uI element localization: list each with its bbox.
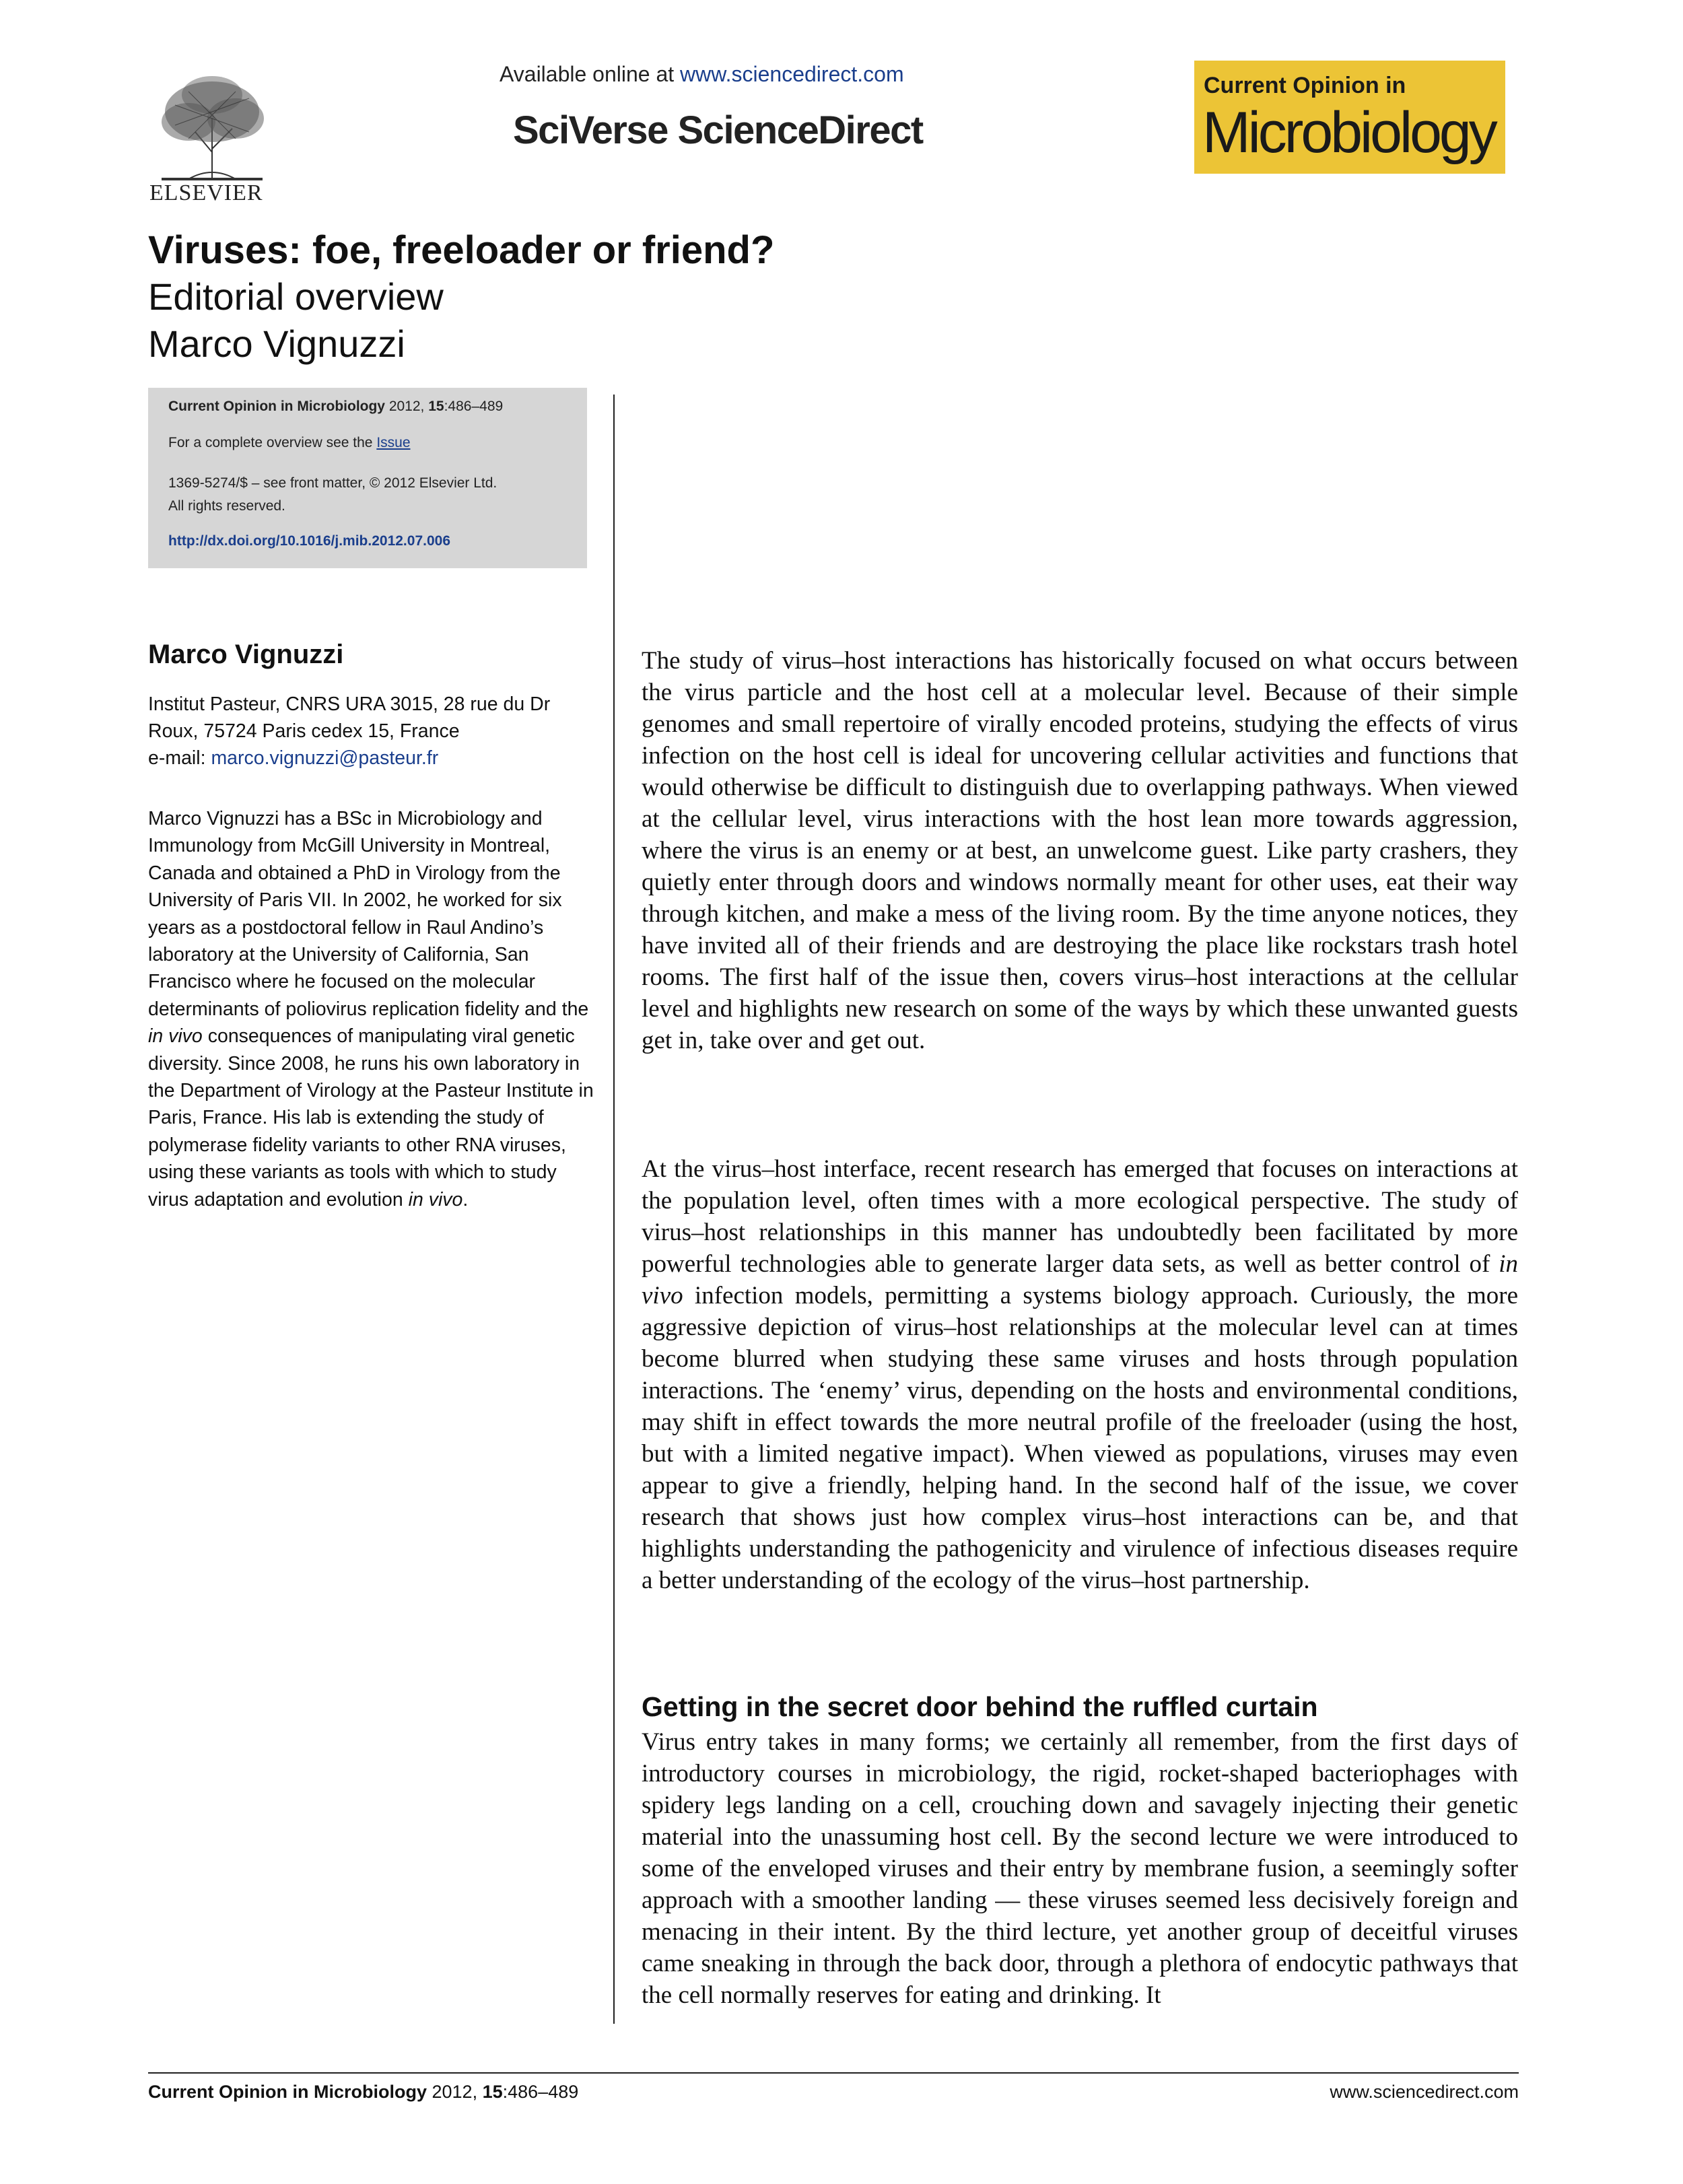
bio-text: . [462, 1188, 469, 1210]
author-email-link[interactable]: marco.vignuzzi@pasteur.fr [211, 747, 439, 769]
body-paragraph-1: The study of virus–host interactions has historically focused on what occurs between the virus particle and the host cell at a molecular level. Because of their simple genomes and small repertoire of virally encoded proteins, studying the effects of virus infection on the host cell is ideal for uncovering cellular activities and functions that would otherwise be difficult to distinguish due to overlapping pathways. When viewed at the cellular level, virus interactions with the host lean more towards aggression, where the virus is an enemy or at best, an unwelcome guest. Like party crashers, they quietly enter through doors and windows normally meant for other uses, eat their way through kitchen, and make a mess of the living room. By the time anyone notices, they have invited all of their friends and are destroying the place like rockstars trash hotel rooms. The first half of the issue then, covers virus–host interactions at the cellular level and highlights new research on some of the ways by which these unwanted guests get in, take over and get out. [642, 647, 1518, 1054]
journal-logo-line1: Current Opinion in [1204, 73, 1406, 98]
paragraph-italic: in vivo [642, 1250, 1518, 1309]
sciverse-sciencedirect-logo: SciVerse ScienceDirect [513, 108, 923, 152]
column-divider [613, 395, 615, 2024]
doi-link[interactable]: http://dx.doi.org/10.1016/j.mib.2012.07.006 [168, 533, 450, 549]
bio-italic: in vivo [408, 1188, 463, 1210]
paragraph-text: infection models, permitting a systems biology approach. Curiously, the more aggressive depiction of virus–host relationships at the molecular level can at times become blurred when studying these same viruses and hosts through population interactions. The ‘enemy’ virus, depending on the hosts and environmental conditions, may shift in effect towards the more neutral profile of the freeloader (using the host, but with a limited negative impact). When viewed as populations, viruses may even appear to give a friendly, helping hand. In the second half of the issue, we cover research that shows just how complex virus–host interactions can be, and that highlights understanding the pathogenicity and virulence of infectious diseases require a better understanding of the ecology of the virus–host partnership. [642, 1282, 1518, 1594]
overview-line [168, 435, 411, 451]
section-heading: Getting in the secret door behind the ruffled curtain [642, 1691, 1318, 1722]
journal-logo [1194, 61, 1505, 174]
body-paragraph-3: Virus entry takes in many forms; we certainly all remember, from the first days of introductory courses in microbiology, the rigid, rocket-shaped bacteriophages with spidery legs landing on a cell, crouching down and savagely injecting their genetic material into the unassuming host cell. By the second lecture we were introduced to some of the enveloped viruses and their entry by membrane fusion, a seemingly softer approach with a smoother landing — these viruses seemed less decisively foreign and menacing in their intent. By the third lecture, yet another group of deceitful viruses came sneaking in through the back door, through a plethora of endocytic pathways that the cell normally reserves for eating and drinking. It [642, 1728, 1518, 2009]
article-author: Marco Vignuzzi [148, 322, 405, 365]
citation-year: 2012, [388, 399, 425, 414]
author-name-heading: Marco Vignuzzi [148, 640, 344, 669]
overview-text: For a complete overview see the [168, 435, 377, 450]
email-label: e-mail: [148, 747, 211, 769]
paragraph-text: At the virus–host interface, recent research has emerged that focuses on interactions at the population level, often times with a more ecological perspective. The study of virus–host relationships in this manner has undoubtedly been facilitated by more powerful technologies able to generate larger data sets, as well as better control of [642, 1155, 1518, 1278]
footer-pages: :486–489 [502, 2082, 579, 2102]
available-online-text: Available online at [500, 62, 681, 86]
available-online-line [500, 62, 904, 87]
publisher-name: ELSEVIER [149, 180, 263, 205]
body-paragraph-2 [642, 1153, 1518, 1596]
article-info-box [148, 388, 587, 568]
rights-line: All rights reserved. [168, 498, 285, 514]
affiliation-text: Institut Pasteur, CNRS URA 3015, 28 rue du Dr Roux, 75724 Paris cedex 15, France [148, 693, 551, 742]
footer-rule [148, 2072, 1519, 2074]
footer-volume: 15 [482, 2082, 503, 2102]
footer-year: 2012, [432, 2082, 478, 2102]
issue-link[interactable]: Issue [376, 435, 411, 450]
citation-volume: 15 [428, 399, 444, 414]
citation-pages: :486–489 [444, 399, 504, 414]
author-bio [148, 805, 596, 1213]
article-title: Viruses: foe, freeloader or friend? [148, 228, 775, 272]
footer-citation [148, 2082, 578, 2103]
article-type: Editorial overview [148, 275, 444, 318]
footer-site: www.sciencedirect.com [1330, 2082, 1519, 2102]
citation-journal: Current Opinion in Microbiology [168, 399, 385, 414]
bio-text: consequences of manipulating viral genetic diversity. Since 2008, he runs his own laboratory in the Department of Virology at the Pasteur Institute in Paris, France. His lab is extending the study of polymerase fidelity variants to other RNA viruses, using these variants as tools with which to study virus adaptation and evolution [148, 1025, 594, 1210]
sciencedirect-link[interactable]: www.sciencedirect.com [680, 62, 904, 86]
bio-text: Marco Vignuzzi has a BSc in Microbiology and Immunology from McGill University in Montreal, Canada and obtained a PhD in Virology from the University of Paris VII. In 2002, he worked for six years as a postdoctoral fellow in Raul Andino’s laboratory at the University of California, San Francisco where he focused on the molecular determinants of poliovirus replication fidelity and the [148, 808, 589, 1020]
citation-line [168, 399, 503, 415]
copyright-line: 1369-5274/$ – see front matter, © 2012 Elsevier Ltd. [168, 475, 497, 491]
author-affiliation [148, 691, 592, 772]
journal-logo-line2: Microbiology [1202, 100, 1495, 165]
footer-journal: Current Opinion in Microbiology [148, 2082, 427, 2102]
bio-italic: in vivo [148, 1025, 203, 1048]
